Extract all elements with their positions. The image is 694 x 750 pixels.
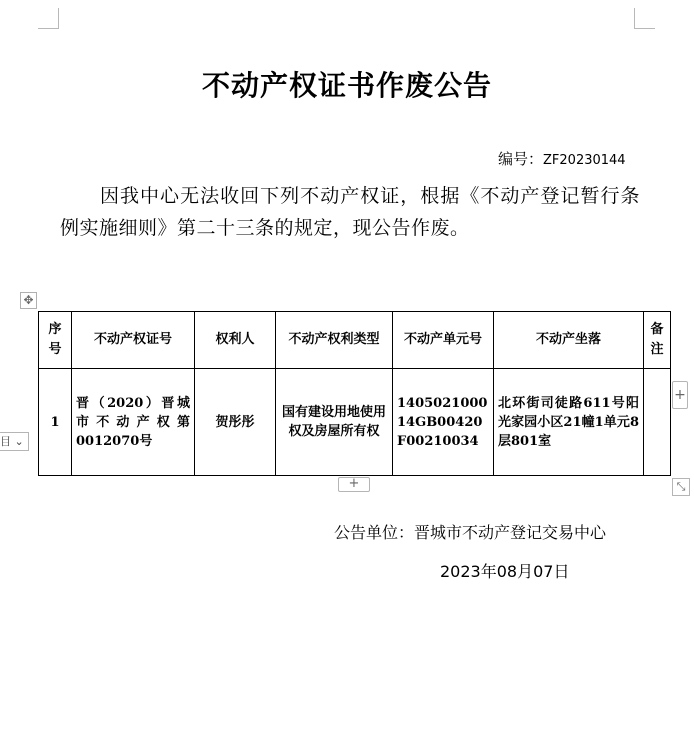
document-number-label: 编号：	[498, 150, 544, 168]
announcement-body: 因我中心无法收回下列不动产权证，根据《不动产登记暂行条例实施细则》第二十三条的规定，现公告作废。	[60, 185, 640, 239]
cell-right-type: 国有建设用地使用权及房屋所有权	[276, 369, 393, 476]
cell-remark	[644, 369, 671, 476]
table-header-row	[39, 312, 671, 369]
page-title: 不动产权证书作废公告	[201, 69, 492, 102]
header-seq: 序号	[39, 312, 72, 369]
left-selector-dropdown[interactable]: 目 ⌄	[0, 432, 29, 451]
table-resize-handle-icon[interactable]: ⤡	[672, 478, 690, 496]
table-row	[39, 369, 671, 476]
add-row-button[interactable]: +	[338, 477, 370, 492]
cell-location: 北环街司徒路611号阳光家园小区21幢1单元8层801室	[494, 369, 644, 476]
add-column-button[interactable]: +	[672, 381, 688, 409]
cell-seq: 1	[39, 369, 72, 476]
table-move-handle-icon[interactable]: ✥	[20, 292, 37, 309]
page-corner-mark-top-right	[634, 8, 655, 29]
page-corner-mark-top-left	[38, 8, 59, 29]
header-right-type: 不动产权利类型	[276, 312, 393, 369]
header-location: 不动产坐落	[494, 312, 644, 369]
cell-holder: 贺彤彤	[195, 369, 276, 476]
issuer-line: 公告单位：晋城市不动产登记交易中心	[334, 523, 607, 542]
certificate-table	[38, 311, 671, 476]
header-remark: 备注	[644, 312, 671, 369]
header-holder: 权利人	[195, 312, 276, 369]
cell-cert-no: 晋（2020）晋城市不动产权第0012070号	[72, 369, 195, 476]
header-cert-no: 不动产权证号	[72, 312, 195, 369]
cell-unit-no: 140502100014GB00420F00210034	[393, 369, 494, 476]
issue-date: 2023年08月07日	[440, 562, 570, 581]
document-number-value: ZF20230144	[543, 153, 626, 168]
header-unit-no: 不动产单元号	[393, 312, 494, 369]
document-number	[498, 148, 626, 169]
